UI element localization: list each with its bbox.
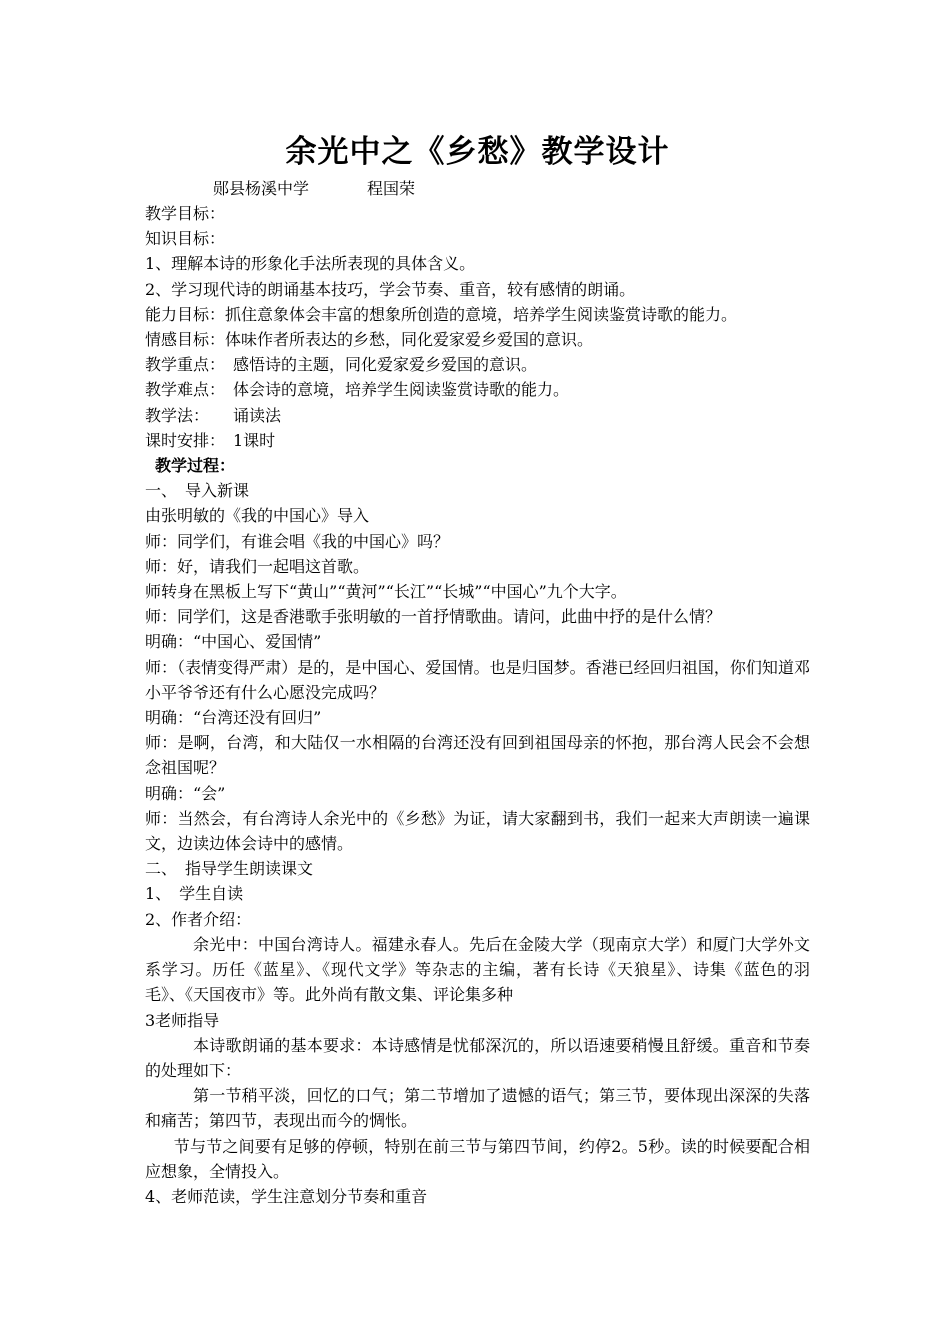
guide-paragraph: 节与节之间要有足够的停顿，特别在前三节与第四节间，约停2。5秒。读的时候要配合相应想象，全情投入。 — [145, 1136, 810, 1181]
paragraph: 1、 学生自读 — [145, 884, 244, 904]
byline — [145, 176, 810, 201]
author-name: 程国荣 — [367, 179, 416, 198]
paragraph: 教学目标： — [145, 204, 226, 223]
paragraph: 一、 导入新课 — [145, 481, 250, 501]
paragraph: 师：（表情变得严肃）是的，是中国心、爱国情。也是归国梦。香港已经回归祖国，你们知道邓小平爷爷还有什么心愿没完成吗？ — [145, 657, 810, 702]
paragraph: 4、老师范读，学生注意划分节奏和重音 — [145, 1186, 428, 1206]
guide-paragraph: 第一节稍平淡，回忆的口气；第二节增加了遗憾的语气；第三节，要体现出深深的失落和痛苦；第四节，表现出而今的惆怅。 — [145, 1086, 810, 1131]
paragraph: 1、理解本诗的形象化手法所表现的具体含义。 — [145, 254, 476, 274]
process-heading: 教学过程： — [155, 456, 236, 476]
paragraph: 明确：“台湾还没有回归” — [145, 708, 322, 728]
paragraph: 课时安排： 1课时 — [145, 430, 276, 450]
school-name: 郧县杨溪中学 — [213, 179, 310, 198]
paragraph: 师：好，请我们一起唱这首歌。 — [145, 556, 370, 576]
paragraph: 二、 指导学生朗读课文 — [145, 859, 314, 879]
paragraph: 师：是啊，台湾，和大陆仅一水相隔的台湾还没有回到祖国母亲的怀抱，那台湾人民会不会想念祖国呢？ — [145, 733, 810, 778]
guide-paragraph: 本诗歌朗诵的基本要求：本诗感情是忧郁深沉的，所以语速要稍慢且舒缓。重音和节奏的处理如下： — [145, 1035, 810, 1080]
document-title: 余光中之《乡愁》教学设计 — [285, 134, 670, 170]
author-intro: 余光中：中国台湾诗人。福建永春人。先后在金陵大学（现南京大学）和厦门大学外文系学习。历任《蓝星》、《现代文学》等杂志的主编，著有长诗《天狼星》、诗集《蓝色的羽毛》、《天国夜市》等。此外尚有散文集、评论集多种 — [145, 934, 810, 1005]
paragraph: 明确：“会” — [145, 783, 226, 803]
paragraph: 师转身在黑板上写下“黄山”“黄河”“长江”“长城”“中国心”九个大字。 — [145, 582, 627, 602]
paragraph: 师：同学们，有谁会唱《我的中国心》吗？ — [145, 531, 450, 551]
paragraph: 2、学习现代诗的朗诵基本技巧，学会节奏、重音，较有感情的朗诵。 — [145, 279, 636, 299]
document-page — [145, 128, 810, 1209]
paragraph: 教学法： 诵读法 — [145, 405, 282, 425]
paragraph: 由张明敏的《我的中国心》导入 — [145, 506, 370, 526]
paragraph: 教学重点： 感悟诗的主题，同化爱家爱乡爱国的意识。 — [145, 355, 538, 375]
teacher-guide-heading: 3老师指导 — [145, 1010, 220, 1030]
paragraph: 师：当然会，有台湾诗人余光中的《乡愁》为证，请大家翻到书，我们一起来大声朗读一遍课文，边读边体会诗中的感情。 — [145, 808, 810, 854]
paragraph: 师：同学们，这是香港歌手张明敏的一首抒情歌曲。请问，此曲中抒的是什么情？ — [145, 607, 722, 627]
paragraph: 教学难点： 体会诗的意境，培养学生阅读鉴赏诗歌的能力。 — [145, 380, 570, 400]
paragraph: 情感目标：体味作者所表达的乡愁，同化爱家爱乡爱国的意识。 — [145, 330, 594, 350]
paragraph: 知识目标： — [145, 229, 226, 249]
paragraph: 能力目标：抓住意象体会丰富的想象所创造的意境，培养学生阅读鉴赏诗歌的能力。 — [145, 304, 738, 324]
paragraph: 2、作者介绍： — [145, 909, 252, 929]
paragraph: 明确：“中国心、爱国情” — [145, 632, 322, 652]
